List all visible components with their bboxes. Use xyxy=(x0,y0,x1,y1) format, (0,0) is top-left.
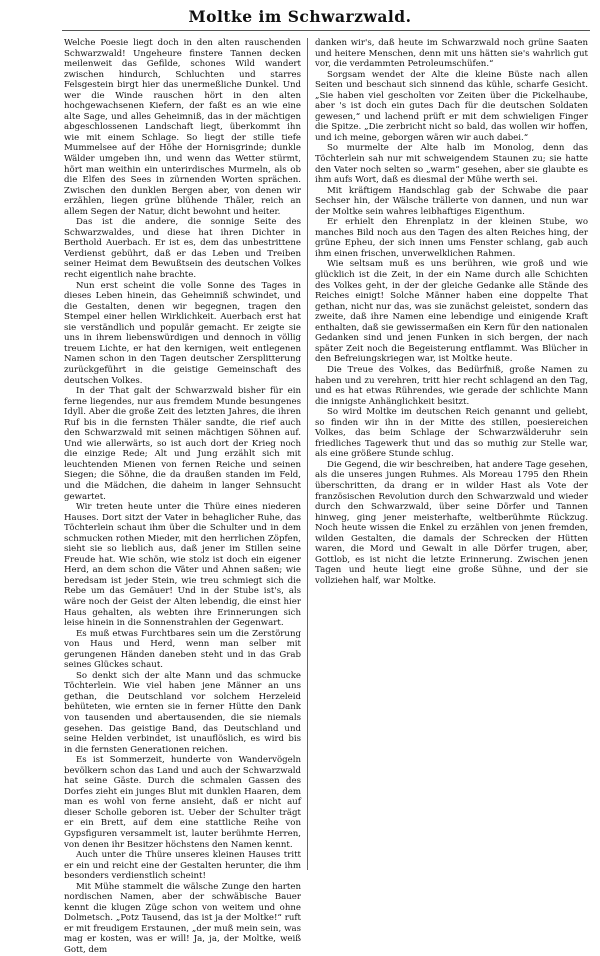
paragraph: Die Gegend, die wir beschreiben, hat andere Tage gesehen, als die unseres jungen Ruhmes. Als Moreau 1795 den Rhein überschritten, da drang er in wilder Hast als Vote der französischen Revolution durch den Schwarzwald und wieder durch den Schwarzwald, über seine Dörfer und Tannen hinweg, ging jener meisterhafte, weltberühmte Rückzug. Noch heute wissen die Enkel zu erzählen von jenen fremden, wilden Gestalten, die damals der Schrecken der Hütten waren, die Mord und Gewalt in alle Dörfer trugen, aber, Gottlob, es ist nicht die letzte Erinnerung. Zwischen jenen Tagen und heute liegt eine große Sühne, und der sie vollziehen half, war Moltke. xyxy=(315,459,588,586)
paragraph: Es muß etwas Furchtbares sein um die Zerstörung von Haus und Herd, wenn man selber mit gerungenen Händen daneben steht und in das Grab seines Glückes schaut. xyxy=(64,628,301,671)
paragraph: So wird Moltke im deutschen Reich genannt und geliebt, so finden wir ihn in der Mitte des stillen, poesiereichen Volkes, das beim Schlage der Schwarzwälderuhr sein friedliches Tagewerk thut und das so muthig zur Stelle war, als eine größere Stunde schlug. xyxy=(315,407,588,460)
column-divider xyxy=(307,38,308,870)
paragraph: Auch unter die Thüre unseres kleinen Hauses tritt er ein und reicht eine der Gestalten herunter, die ihm besonders verdienstlich scheint! xyxy=(64,850,301,882)
paragraph: Wir treten heute unter die Thüre eines niederen Hauses. Dort sitzt der Vater in behaglicher Ruhe, das Töchterlein schaut ihm über die Schulter und in dem schmucken rothen Mieder, mit den herrlichen Zöpfen, sieht sie so lieblich aus, daß jener im Stillen seine Freude hat. Wie schön, wie stolz ist doch ein eigener Herd, an dem schon die Väter und Ahnen saßen; wie beredsam ist jeder Stein, wie treu schmiegt sich die Rebe um das Gemäuer! Und in der Stube ist's, als wäre noch der Geist der Alten lebendig, die einst hier Haus gehalten, als webten ihre Erinnerungen sich leise hinein in die Sonnenstrahlen der Gegenwart. xyxy=(64,502,301,629)
right-column xyxy=(315,38,588,870)
paragraph: Es ist Sommerzeit, hunderte von Wandervögeln bevölkern schon das Land und auch der Schwarzwald hat seine Gäste. Durch die schmalen Gassen des Dorfes zieht ein junges Blut mit dunklen Haaren, dem man es wohl von ferne ansieht, daß er nicht auf dieser Scholle geboren ist. Ueber der Schulter trägt er ein Brett, auf dem eine stattliche Reihe von Gypsfiguren versammelt ist, lauter berühmte Herren, von denen ihr Besitzer höchstens den Namen kennt. xyxy=(64,755,301,850)
paragraph: Sorgsam wendet der Alte die kleine Büste nach allen Seiten und beschaut sich sinnend das kühle, scharfe Gesicht. „Sie haben viel gescholten vor Zeiten über die Pickelhaube, aber 's ist doch ein gutes Dach für die deutschen Soldaten gewesen,“ und lachend prüft er mit dem schwieligen Finger die Spitze. „Die zerbricht nicht so bald, das wollen wir hoffen, und ich meine, geborgen wären wir auch dabei.“ xyxy=(315,69,588,143)
paragraph: danken wir's, daß heute im Schwarzwald noch grüne Saaten und heitere Menschen, denn mit uns hätten sie's wahrlich gut vor, die verdammten Petroleumschüfen.“ xyxy=(315,38,588,70)
paragraph: Mit Mühe stammelt die wälsche Zunge den harten nordischen Namen, aber der schwäbische Bauer kennt die klugen Züge schon von weitem und ohne Dolmetsch. „Potz Tausend, das ist ja der Moltke!“ ruft er mit freudigem Erstaunen, „der muß mein sein, was mag er kosten, was er will! Ja, ja, der Moltke, weiß Gott, dem xyxy=(64,881,301,956)
paragraph: Wie seltsam muß es uns berühren, wie groß und wie glücklich ist die Zeit, in der ein Name durch alle Schichten des Volkes geht, in der der gleiche Gedanke alle Stände des Reiches einigt! Solche Männer haben eine doppelte That gethan, nicht nur das, was sie zunächst geleistet, sondern das zweite, daß ihre Namen eine lebendige und einigende Kraft enthalten, daß sie gewissermaßen ein Kern für den nationalen Gedanken sind und jenen Funken in sich bergen, der nach später Zeit noch die Begeisterung entflammt. Was Blücher in den Befreiungskriegen war, ist Moltke heute. xyxy=(315,259,588,365)
paragraph: In der That galt der Schwarzwald bisher für ein ferne liegendes, nur aus fremdem Munde besungenes Idyll. Aber die große Zeit des letzten Jahres, die ihren Ruf bis in die fernsten Thäler sandte, die rief auch den Schwarzwald mit seinen mächtigen Söhnen auf. Und wie allerwärts, so ist auch dort der Krieg noch die einzige Rede; Alt und Jung erzählt sich mit leuchtenden Mienen von fernen Reiche und seinen Siegen; die Söhne, die da draußen standen im Feld, und die Mädchen, die daheim in langer Sehnsucht gewartet. xyxy=(64,386,301,502)
paragraph: Welche Poesie liegt doch in den alten rauschenden Schwarzwald! Ungeheure finstere Tannen decken meilenweit das Gefilde, schones Wild wandert zwischen hindurch, Schluchten und starres Felsgestein birgt hier das unermeßliche Dunkel. Und wer die Winde rauschen hört in den alten hochgewachsenen Kiefern, der faßt es an wie eine alte Sage, und alles Geheimniß, das in der mächtigen abgeschlossenen Landschaft liegt, überkommt ihn wie mit einem Schlage. So liegt der stille tiefe Mummelsee auf der Höhe der Hornisgrinde; dunkle Wälder umgeben ihn, und wenn das Wetter stürmt, hört man weithin ein unterirdisches Murmeln, als ob die Elfen des Sees in zürnenden Worten sprächen. Zwischen den dunklen Bergen aber, von denen wir erzählen, liegen grüne blühende Thäler, reich an allem Segen der Natur, dicht bewohnt und heiter. xyxy=(64,38,301,217)
paragraph: Die Treue des Volkes, das Bedürfniß, große Namen zu haben und zu verehren, tritt hier recht schlagend an den Tag, und es hat etwas Rührendes, wie gerade der schlichte Mann die innigste Anhänglichkeit besitzt. xyxy=(315,364,588,407)
paragraph: So murmelte der Alte halb im Monolog, denn das Töchterlein sah nur mit schweigendem Staunen zu; sie hatte den Vater noch selten so „warm“ gesehen, aber sie glaubte es ihm aufs Wort, daß es diesmal der Mühe werth sei. xyxy=(315,143,588,186)
left-column xyxy=(64,38,301,956)
article-title: Moltke im Schwarzwald. xyxy=(188,7,412,26)
paragraph: Mit kräftigem Handschlag gab der Schwabe die paar Sechser hin, der Wälsche trällerte von dannen, und nun war der Moltke sein wahres leibhaftiges Eigenthum. xyxy=(315,185,588,217)
paragraph: Er erhielt den Ehrenplatz in der kleinen Stube, wo manches Bild noch aus den Tagen des alten Reiches hing, der grüne Epheu, der sich innen ums Fenster schlang, gab auch ihm einen frischen, unverwelklichen Rahmen. xyxy=(315,217,588,259)
paragraph: Das ist die andere, die sonnige Seite des Schwarzwaldes, und diese hat ihren Dichter in Berthold Auerbach. Er ist es, dem das unbestrittene Verdienst gebührt, daß er das Leben und Treiben seiner Heimat dem Bewußtsein des deutschen Volkes recht eigentlich nahe brachte. xyxy=(64,217,301,281)
paragraph: So denkt sich der alte Mann und das schmucke Töchterlein. Wie viel haben jene Männer an uns gethan, die Deutschland vor solchem Herzeleid behüteten, wie ernten sie in ferner Hütte den Dank von tausenden und abertausenden, die sie niemals gesehen. Das geistige Band, das Deutschland und seine Helden verbindet, ist unauflöslich, es wird bis in die fernsten Generationen reichen. xyxy=(64,670,301,755)
title-rule xyxy=(62,30,590,31)
paragraph: Nun erst scheint die volle Sonne des Tages in dieses Leben hinein, das Geheimniß schwindet, und die Gestalten, denen wir begegnen, tragen den Stempel einer hellen Wirklichkeit. Auerbach erst hat sie verständlich und populär gemacht. Er zeigte sie uns in ihrem liebenswürdigen und dennoch in völlig treuem Lichte, er hat den kernigen, weit entlegenen Namen schon in den Tagen deutscher Zersplitterung zurückgeführt in die geistige Gemeinschaft des deutschen Volkes. xyxy=(64,280,301,386)
